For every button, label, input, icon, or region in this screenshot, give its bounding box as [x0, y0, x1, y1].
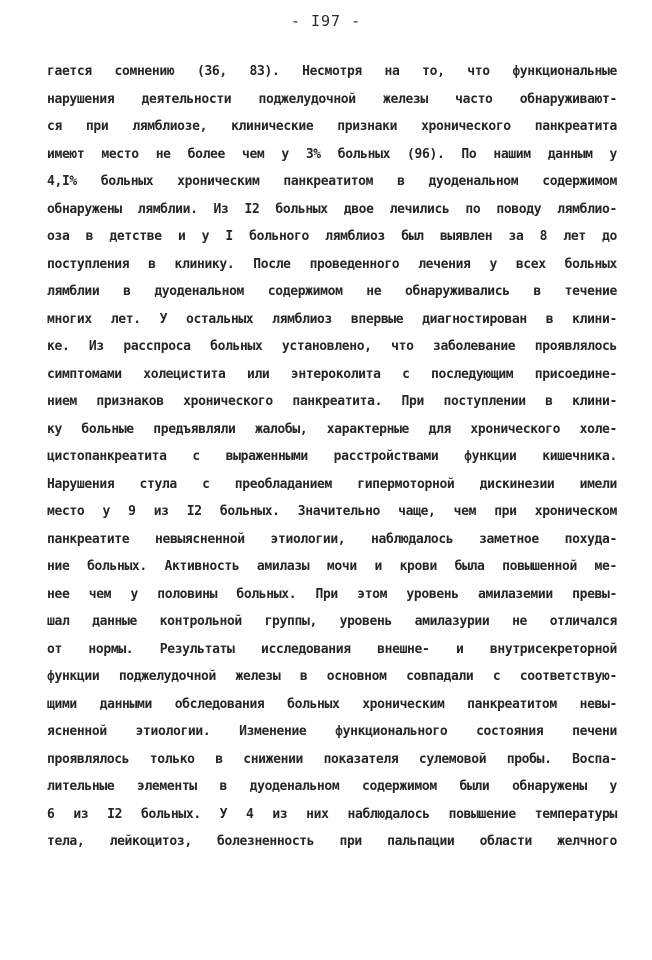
text-line: 4,I% больных хроническим панкреатитом в дуоденальном содержимом: [47, 174, 617, 189]
text-line: лительные элементы в дуоденальном содержимом были обнаружены у: [47, 779, 617, 794]
text-line: гается сомнению (36, 83). Несмотря на то, что функциональные: [47, 64, 617, 79]
text-line: 6 из I2 больных. У 4 из них наблюдалось повышение температуры: [47, 806, 617, 822]
text-line: многих лет. У остальных лямблиоз впервые диагностирован в клини-: [47, 311, 617, 327]
text-line: симптомами холецистита или энтероколита с последующим присоедине-: [47, 366, 617, 382]
text-line: проявлялось только в снижении показателя сулемовой пробы. Воспа-: [47, 751, 617, 767]
text-line: поступления в клинику. После проведенного лечения у всех больных: [47, 256, 617, 272]
text-line: тела, лейкоцитоз, болезненность при пальпации области желчного: [47, 834, 617, 849]
text-line: нием признаков хронического панкреатита. При поступлении в клини-: [47, 394, 617, 409]
text-line: обнаружены лямблии. Из I2 больных двое лечились по поводу лямблио-: [47, 201, 617, 217]
text-line: имеют место не более чем у 3% больных (96). По нашим данным у: [47, 146, 617, 162]
text-line: Нарушения стула с преобладанием гипермоторной дискинезии имели: [47, 476, 617, 492]
text-line: щими данными обследования больных хроническим панкреатитом невы-: [47, 696, 617, 712]
text-line: ся при лямблиозе, клинические признаки хронического панкреатита: [47, 119, 617, 134]
text-line: от нормы. Результаты исследования внешне- и внутрисекреторной: [47, 641, 617, 657]
text-line: шал данные контрольной группы, уровень амилазурии не отличался: [47, 614, 617, 629]
text-line: функции поджелудочной железы в основном совпадали с соответствую-: [47, 669, 617, 684]
text-line: место у 9 из I2 больных. Значительно чаще, чем при хроническом: [47, 504, 617, 519]
text-line: панкреатите невыясненной этиологии, наблюдалось заметное похуда-: [47, 531, 617, 547]
text-line: ку больные предъявляли жалобы, характерные для хронического холе-: [47, 421, 617, 437]
text-line: ке. Из расспроса больных установлено, что заболевание проявлялось: [47, 339, 617, 354]
body-text: [47, 58, 617, 856]
text-line: лямблии в дуоденальном содержимом не обнаруживались в течение: [47, 284, 617, 299]
text-line: ние больных. Активность амилазы мочи и крови была повышенной ме-: [47, 559, 617, 574]
page-number: - I97 -: [290, 12, 362, 30]
text-line: нее чем у половины больных. При этом уровень амилаземии превы-: [47, 586, 617, 602]
text-line: ясненной этиологии. Изменение функционального состояния печени: [47, 724, 617, 739]
text-line: оза в детстве и у I больного лямблиоз был выявлен за 8 лет до: [47, 229, 617, 244]
text-line: нарушения деятельности поджелудочной железы часто обнаруживают-: [47, 91, 617, 107]
text-line: цистопанкреатита с выраженными расстройствами функции кишечника.: [47, 449, 617, 464]
